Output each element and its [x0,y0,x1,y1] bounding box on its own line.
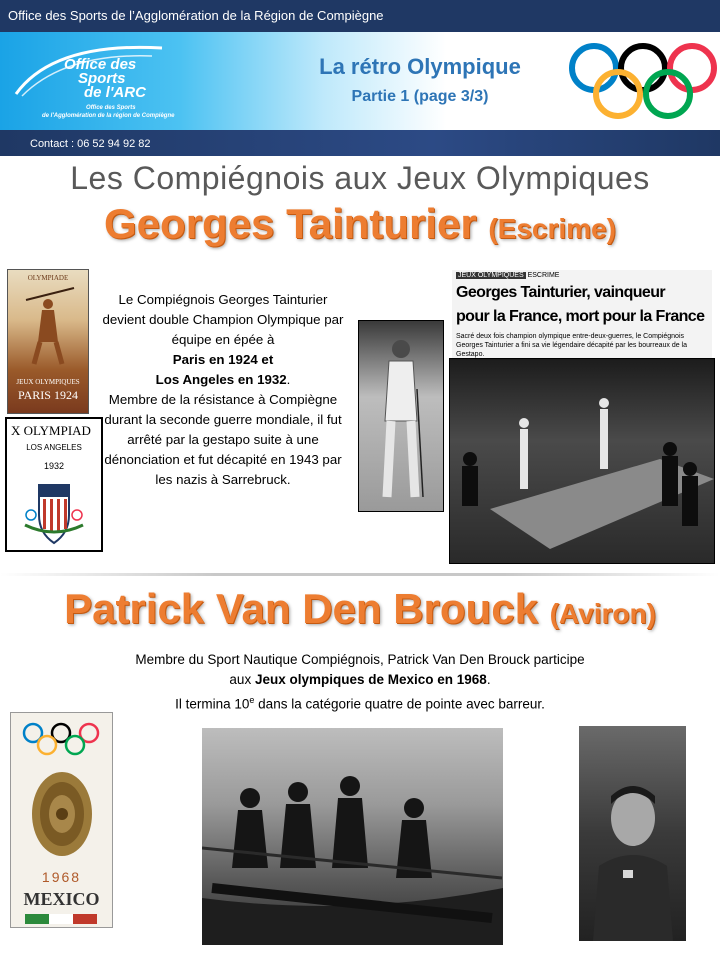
paris-1924-poster [7,269,89,414]
poster2-line1: LOS ANGELES [26,443,82,452]
poster1-line2: PARIS 1924 [18,388,78,402]
section-heading: Les Compiégnois aux Jeux Olympiques [70,160,650,196]
los-angeles-1932-poster [5,417,103,552]
logo-line3: de l'ARC [84,84,146,101]
athlete1-bio-intro: Le Compiégnois Georges Tainturier devient double Champion Olympique par équipe en épée à [102,292,344,347]
athlete2-sport: (Aviron) [549,598,656,629]
athlete2-line3-post: dans la catégorie quatre de pointe avec barreur. [254,696,545,712]
fencing-scene-icon [450,359,714,563]
flag-white-stripe [49,914,73,924]
flag-green-stripe [25,914,49,924]
fencer-figure-icon [367,329,435,505]
poster2-line2: 1932 [43,461,65,471]
fencing-bout-photo [449,358,715,564]
athlete2-line2-post: . [486,672,491,687]
flag-red-stripe [73,914,97,924]
athlete1-bio-paris: Paris en 1924 et [172,352,274,367]
athlete1-title [0,200,720,248]
athlete2-line2-pre: aux [229,672,255,687]
newspaper-article [452,270,712,358]
olympic-rings-icon [568,34,718,128]
athlete2-name: Patrick Van Den Brouck [64,585,538,632]
contact-phone: Contact : 06 52 94 92 82 [30,138,151,150]
page-subtitle: Partie 1 (page 3/3) [351,88,489,105]
athlete2-bio [60,650,660,715]
mexico-1968-poster [10,712,113,928]
article-tag-sport: ESCRIME [527,272,560,279]
logo-sub1: Office des Sports [86,105,136,111]
aztec-calendar-icon [29,769,95,859]
oarc-logo [12,36,182,128]
portrait-figure-icon [579,726,686,941]
athlete2-line2-bold: Jeux olympiques de Mexico en 1968 [254,672,487,687]
athlete1-sport: (Escrime) [488,213,616,244]
poster1-top: OLYMPIADE [27,274,69,282]
athlete1-bio-rest: Membre de la résistance à Compiègne durant la seconde guerre mondiale, il fut arrêté par la gestapo suite à une dénonciation et fut décapité en 1943 par les nazis à Sarrebruck. [104,392,342,487]
rowing-crew-photo [202,728,503,945]
page-title: La rétro Olympique [319,54,521,79]
shield-rings-icon [23,481,85,547]
athlete2-line1: Membre du Sport Nautique Compiégnois, Patrick Van Den Brouck participe [135,652,585,667]
mexico-poster-year: 1968 [41,869,82,885]
poster2-top: X OLYMPIAD [11,423,91,438]
logo-line2: Sports [78,70,126,87]
rowing-scene-icon [202,728,503,945]
athlete1-bio [98,290,348,490]
athlete1-bio-la: Los Angeles en 1932 [155,372,287,387]
athlete2-line3-pre: Il termina 10 [175,696,250,712]
fencer-portrait-photo [358,320,444,512]
article-lead: Sacré deux fois champion olympique entre-deux-guerres, le Compiégnois Georges Tainturier a fini sa vie légendaire décapité par les bourreaux de la Gestapo. [456,333,688,358]
logo-line1: Office des [64,56,137,73]
article-headline2: pour la France, mort pour la France [456,308,705,325]
mexico-poster-city: MEXICO [23,889,100,909]
org-title-bar [0,0,720,32]
article-tag-label: JEUX OLYMPIQUES [458,272,524,279]
poster1-line1: JEUX OLYMPIQUES [16,378,80,386]
contact-bar [0,130,720,156]
athlete2-line3-sup: e [249,695,255,705]
patrick-portrait-photo [579,726,686,941]
org-title: Office des Sports de l’Agglomération de la Région de Compiègne [8,8,384,23]
article-tag [456,272,559,279]
athlete2-title [0,585,720,633]
athlete1-bio-dot: . [286,372,291,387]
logo-sub2: de l'Agglomération de la région de Compiègne [42,113,175,119]
section-divider [0,573,720,576]
athlete1-name: Georges Tainturier [104,200,477,247]
article-headline1: Georges Tainturier, vainqueur [456,284,666,301]
athlete-figure-icon [18,286,78,366]
poster-rings-icon [15,719,107,759]
